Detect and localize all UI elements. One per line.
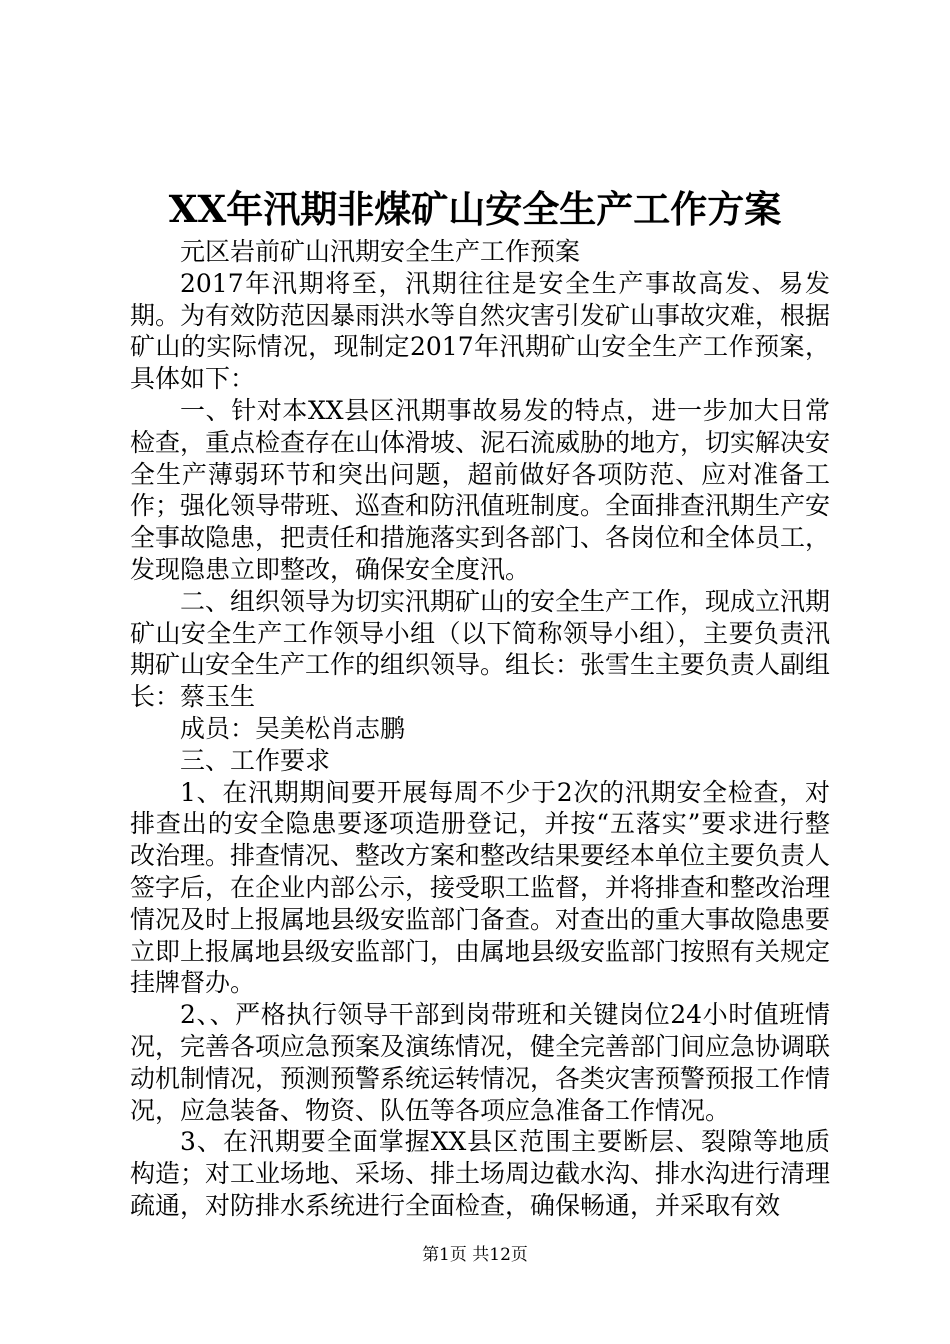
page-footer: 第1页 共12页 [422, 1245, 528, 1265]
paragraph-subtitle: 元区岩前矿山汛期安全生产工作预案 [180, 237, 581, 266]
paragraph-requirement-1: 1、在汛期期间要开展每周不少于2次的汛期安全检查，对排查出的安全隐患要逐项造册登记，并按“五落实”要求进行整改治理。排查情况、整改方案和整改结果要经本单位主要负责人签字后，在企业内部公示，接受职工监督，并将排查和整改治理情况及时上报属地县级安监部门备查。对查出的重大事故隐患要立即上报属地县级安监部门，由属地县级安监部门按照有关规定挂牌督办。 [130, 777, 831, 998]
paragraph-requirement-3: 3、在汛期要全面掌握XX县区范围主要断层、裂隙等地质构造；对工业场地、采场、排土场周边截水沟、排水沟进行清理疏通，对防排水系统进行全面检查，确保畅通，并采取有效 [130, 1127, 831, 1220]
paragraph-members: 成员：吴美松肖志鹏 [180, 713, 406, 743]
document-title: XX年汛期非煤矿山安全生产工作方案 [168, 187, 782, 231]
paragraph-intro: 2017年汛期将至，汛期往往是安全生产事故高发、易发期。为有效防范因暴雨洪水等自然灾害引发矿山事故灾难，根据矿山的实际情况，现制定2017年汛期矿山安全生产工作预案，具体如下： [130, 268, 831, 394]
document-body [130, 236, 830, 1222]
paragraph-section-1: 一、针对本XX县区汛期事故易发的特点，进一步加大日常检查，重点检查存在山体滑坡、泥石流威胁的地方，切实解决安全生产薄弱环节和突出问题，超前做好各项防范、应对准备工作；强化领导带班、巡查和防汛值班制度。全面排查汛期生产安全事故隐患，把责任和措施落实到各部门、各岗位和全体员工，发现隐患立即整改，确保安全度汛。 [130, 395, 831, 584]
paragraph-section-3-heading: 三、工作要求 [180, 745, 331, 775]
paragraph-section-2: 二、组织领导为切实汛期矿山的安全生产工作，现成立汛期矿山安全生产工作领导小组（以下简称领导小组），主要负责汛期矿山安全生产工作的组织领导。组长：张雪生主要负责人副组长：蔡玉生 [130, 586, 831, 712]
paragraph-requirement-2: 2、、严格执行领导干部到岗带班和关键岗位24小时值班情况，完善各项应急预案及演练情况，健全完善部门间应急协调联动机制情况，预测预警系统运转情况，各类灾害预警预报工作情况，应急装备、物资、队伍等各项应急准备工作情况。 [130, 1000, 831, 1125]
